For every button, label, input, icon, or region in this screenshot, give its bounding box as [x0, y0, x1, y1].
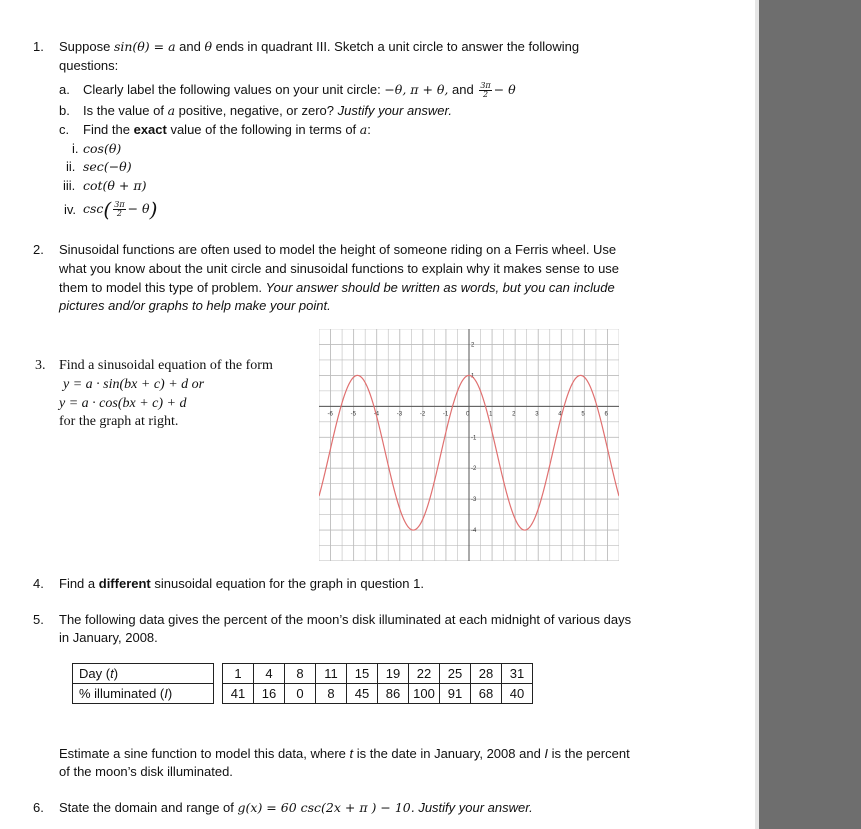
- day-cell-7: 25: [440, 664, 471, 684]
- y-tick-label: 1: [471, 373, 475, 380]
- q1c-iv-expr: csc( $\frac{3\pi}{2}$ − θ): [83, 197, 158, 222]
- day-cell-9: 31: [502, 664, 533, 684]
- q3-line4: for the graph at right.: [59, 414, 179, 429]
- x-tick-label: 2: [512, 411, 516, 418]
- day-cell-8: 28: [471, 664, 502, 684]
- q2-line2: what you know about the unit circle and sinusoidal functions to explain why it makes sense to use: [59, 261, 620, 276]
- moon-data-table: [72, 663, 533, 704]
- q1b-text: Is the value of a positive, negative, or zero? Justify your answer.: [83, 103, 453, 118]
- q5-estimate-line2: of the moon’s disk illuminated.: [59, 764, 233, 779]
- illum-cell-8: 68: [471, 684, 502, 704]
- x-tick-label: -4: [373, 411, 380, 418]
- day-cell-6: 22: [409, 664, 440, 684]
- day-cell-0: 1: [223, 664, 254, 684]
- x-tick-label: 4: [558, 411, 562, 418]
- q6-text: State the domain and range of g(x) = 60 csc(2x + π ) − 10. Justify your answer.: [59, 800, 533, 815]
- x-tick-label: -5: [350, 411, 356, 418]
- x-tick-label: -6: [327, 411, 333, 418]
- illum-cell-3: 8: [316, 684, 347, 704]
- illum-cell-6: 100: [409, 684, 440, 704]
- illum-cell-1: 16: [254, 684, 285, 704]
- q1c-i-label: i.: [72, 141, 79, 156]
- y-tick-label: -3: [471, 497, 477, 504]
- row-label-day: Day (t): [73, 664, 214, 684]
- q1c-iv-label: iv.: [64, 202, 77, 217]
- q1c-label: c.: [59, 122, 70, 137]
- x-tick-label: 0: [466, 411, 470, 418]
- x-tick-label: 5: [581, 411, 585, 418]
- y-tick-label: -4: [471, 528, 477, 535]
- x-tick-label: 3: [535, 411, 539, 418]
- illum-cell-7: 91: [440, 684, 471, 704]
- q1b-label: b.: [59, 103, 70, 118]
- sinusoid-graph: [319, 329, 619, 561]
- q5-number: 5.: [33, 612, 44, 627]
- q3-number: 3.: [35, 358, 46, 373]
- day-cell-5: 19: [378, 664, 409, 684]
- q1-line1: Suppose sin(θ) = a and θ ends in quadrant III. Sketch a unit circle to answer the following: [59, 39, 580, 54]
- q2-line1: Sinusoidal functions are often used to model the height of someone riding on a Ferris wheel. Use: [59, 242, 617, 257]
- q1c-iii-label: iii.: [63, 178, 76, 193]
- y-tick-label: 2: [471, 342, 475, 349]
- day-cell-3: 11: [316, 664, 347, 684]
- q3-line3: y = a · cos(bx + c) + d: [59, 396, 187, 411]
- q5-line1: The following data gives the percent of the moon’s disk illuminated at each midnight of various days: [59, 612, 632, 627]
- illum-cell-0: 41: [223, 684, 254, 704]
- x-tick-label: -3: [396, 411, 403, 418]
- table-row-days: [73, 664, 533, 684]
- day-cell-4: 15: [347, 664, 378, 684]
- q1a-label: a.: [59, 82, 70, 97]
- q5-line2: in January, 2008.: [59, 630, 158, 645]
- x-tick-label: -1: [442, 411, 449, 418]
- graph-axes: [319, 329, 619, 561]
- q2-number: 2.: [33, 242, 44, 257]
- q1c-i-expr: cos(θ): [83, 141, 122, 156]
- viewer-sidebar: [759, 0, 861, 829]
- q1-number: 1.: [33, 39, 44, 54]
- q1c-ii-label: ii.: [66, 159, 76, 174]
- row-label-illum: % illuminated (I): [73, 684, 214, 704]
- q1c-iii-expr: cot(θ + π): [83, 178, 147, 193]
- q1c-text: Find the exact value of the following in terms of a:: [83, 122, 371, 137]
- y-tick-label: -1: [471, 435, 477, 442]
- q3-line2: y = a · sin(bx + c) + d or: [63, 377, 205, 392]
- q4-number: 4.: [33, 576, 44, 591]
- illum-cell-2: 0: [285, 684, 316, 704]
- x-tick-label: -2: [419, 411, 426, 418]
- q1-line2: questions:: [59, 58, 119, 73]
- graph-tick-labels: [328, 342, 609, 534]
- x-tick-label: 1: [489, 411, 493, 418]
- q2-line4: pictures and/or graphs to help make your point.: [59, 298, 331, 313]
- illum-cell-9: 40: [502, 684, 533, 704]
- q4-text: Find a different sinusoidal equation for the graph in question 1.: [59, 576, 424, 591]
- day-cell-1: 4: [254, 664, 285, 684]
- illum-cell-4: 45: [347, 684, 378, 704]
- q1a-text: Clearly label the following values on your unit circle: −θ, π + θ, and $\frac{3\pi}{2}$ − θ: [83, 81, 516, 100]
- table-gap: [214, 684, 223, 704]
- q3-line1: Find a sinusoidal equation of the form: [59, 358, 273, 373]
- table-gap: [214, 664, 223, 684]
- q5-estimate-line1: Estimate a sine function to model this data, where t is the date in January, 2008 and I is the percent: [59, 746, 630, 761]
- day-cell-2: 8: [285, 664, 316, 684]
- q2-line3: them to model this type of problem. Your answer should be written as words, but you can include: [59, 280, 615, 295]
- x-tick-label: 6: [604, 411, 608, 418]
- table-row-illum: [73, 684, 533, 704]
- q6-number: 6.: [33, 800, 44, 815]
- y-tick-label: -2: [471, 466, 477, 473]
- illum-cell-5: 86: [378, 684, 409, 704]
- q1c-ii-expr: sec(−θ): [83, 159, 132, 174]
